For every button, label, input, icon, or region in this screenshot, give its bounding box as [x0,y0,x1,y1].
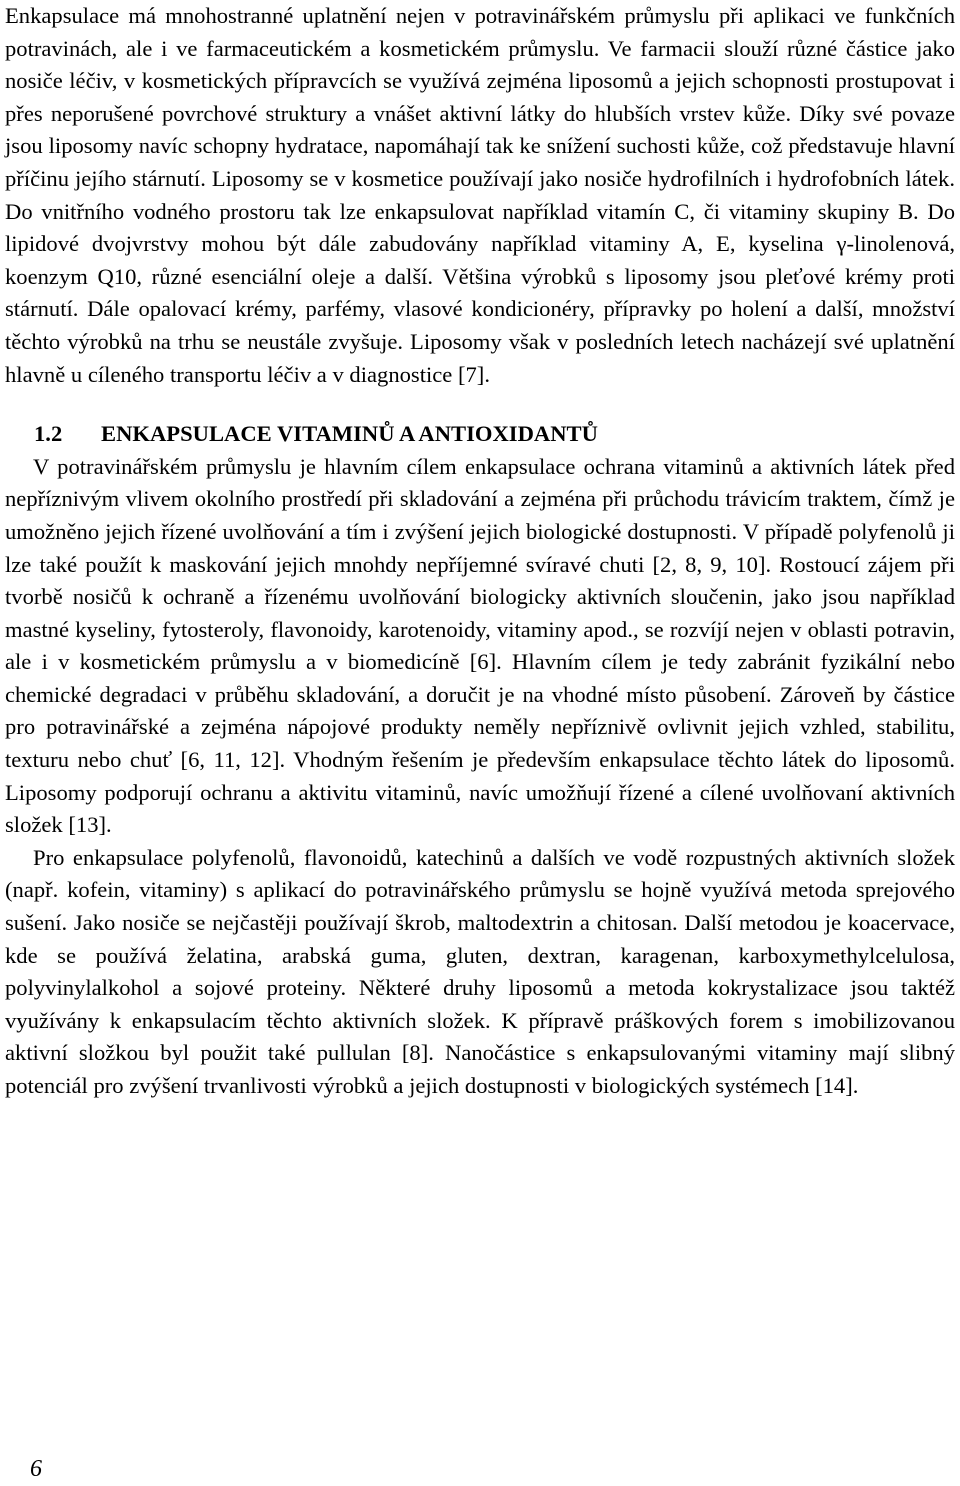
document-page [5,0,955,1103]
intro-paragraph: Enkapsulace má mnohostranné uplatnění nejen v potravinářském průmyslu při aplikaci ve funkčních potravinách, ale i ve farmaceutickém a kosmetickém průmyslu. Ve farmacii slouží různé částice jako nosiče léčiv, v kosmetických přípravcích se využívá zejména liposomů a jejich schopnosti prostupovat i přes neporušené povrchové struktury a vnášet aktivní látky do hlubších vrstev kůže. Díky své povaze jsou liposomy navíc schopny hydratace, napomáhají tak ke snížení suchosti kůže, což představuje hlavní příčinu jejího stárnutí. Liposomy se v kosmetice používají jako nosiče hydrofilních i hydrofobních látek. Do vnitřního vodného prostoru tak lze enkapsulovat například vitamín C, či vitaminy skupiny B. Do lipidové dvojvrstvy mohou být dále zabudovány například vitaminy A, E, kyselina γ-linolenová, koenzym Q10, různé esenciální oleje a další. Většina výrobků s liposomy jsou pleťové krémy proti stárnutí. Dále opalovací krémy, parfémy, vlasové kondicionéry, přípravky po holení a další, množství těchto výrobků na trhu se neustále zvyšuje. Liposomy však v posledních letech nacházejí své uplatnění hlavně u cíleného transportu léčiv a v diagnostice [7]. [5,3,955,387]
section-paragraph-2: Pro enkapsulace polyfenolů, flavonoidů, katechinů a dalších ve vodě rozpustných aktivních složek (např. kofein, vitaminy) s aplikací do potravinářského průmyslu se hojně využívá metoda sprejového sušení. Jako nosiče se nejčastěji používají škrob, maltodextrin a chitosan. Další metodou je koacervace, kde se používá želatina, arabská guma, gluten, dextran, karagenan, karboxymethylcelulosa, polyvinylalkohol a sojové proteiny. Některé druhy liposomů a metoda kokrystalizace jsou taktéž využívány k enkapsulacím těchto aktivních složek. K přípravě práškových forem s imobilizovanou aktivní složkou byl použit také pullulan [8]. Nanočástice s enkapsulovanými vitaminy mají slibný potenciál pro zvýšení trvanlivosti výrobků a jejich dostupnosti v biologických systémech [14]. [5,844,955,1098]
section-paragraph-1: V potravinářském průmyslu je hlavním cílem enkapsulace ochrana vitaminů a aktivních látek před nepříznivým vlivem okolního prostředí při skladování a zejména při průchodu trávicím traktem, čímž je umožněno jejich řízené uvolňování a tím i zvýšení jejich biologické dostupnosti. V případě polyfenolů ji lze také použít k maskování jejich mnohdy nepříjemné svíravé chuti [2, 8, 9, 10]. Rostoucí zájem při tvorbě nosičů k ochraně a řízenému uvolňování biologicky aktivních sloučenin, jako jsou například mastné kyseliny, fytosteroly, flavonoidy, karotenoidy, vitaminy apod., se rozvíjí nejen v oblasti potravin, ale i v kosmetickém průmyslu a v biomedicíně [6]. Hlavním cílem je tedy zabránit fyzikální nebo chemické degradaci v průběhu skladování, a doručit je na vhodné místo působení. Zároveň by částice pro potravinářské a zejména nápojové produkty neměly nepříznivě ovlivnit jejich vzhled, stabilitu, texturu nebo chuť [6, 11, 12]. Vhodným řešením je především enkapsulace těchto látek do liposomů. Liposomy podporují ochranu a aktivitu vitaminů, navíc umožňují řízené a cílené uvolňovaní aktivních složek [13]. [5,453,955,838]
section-number: 1.2 [34,421,63,447]
section-heading [5,418,955,451]
section-title: ENKAPSULACE VITAMINŮ A ANTIOXIDANTŮ [101,421,598,447]
page-number: 6 [30,1456,42,1482]
